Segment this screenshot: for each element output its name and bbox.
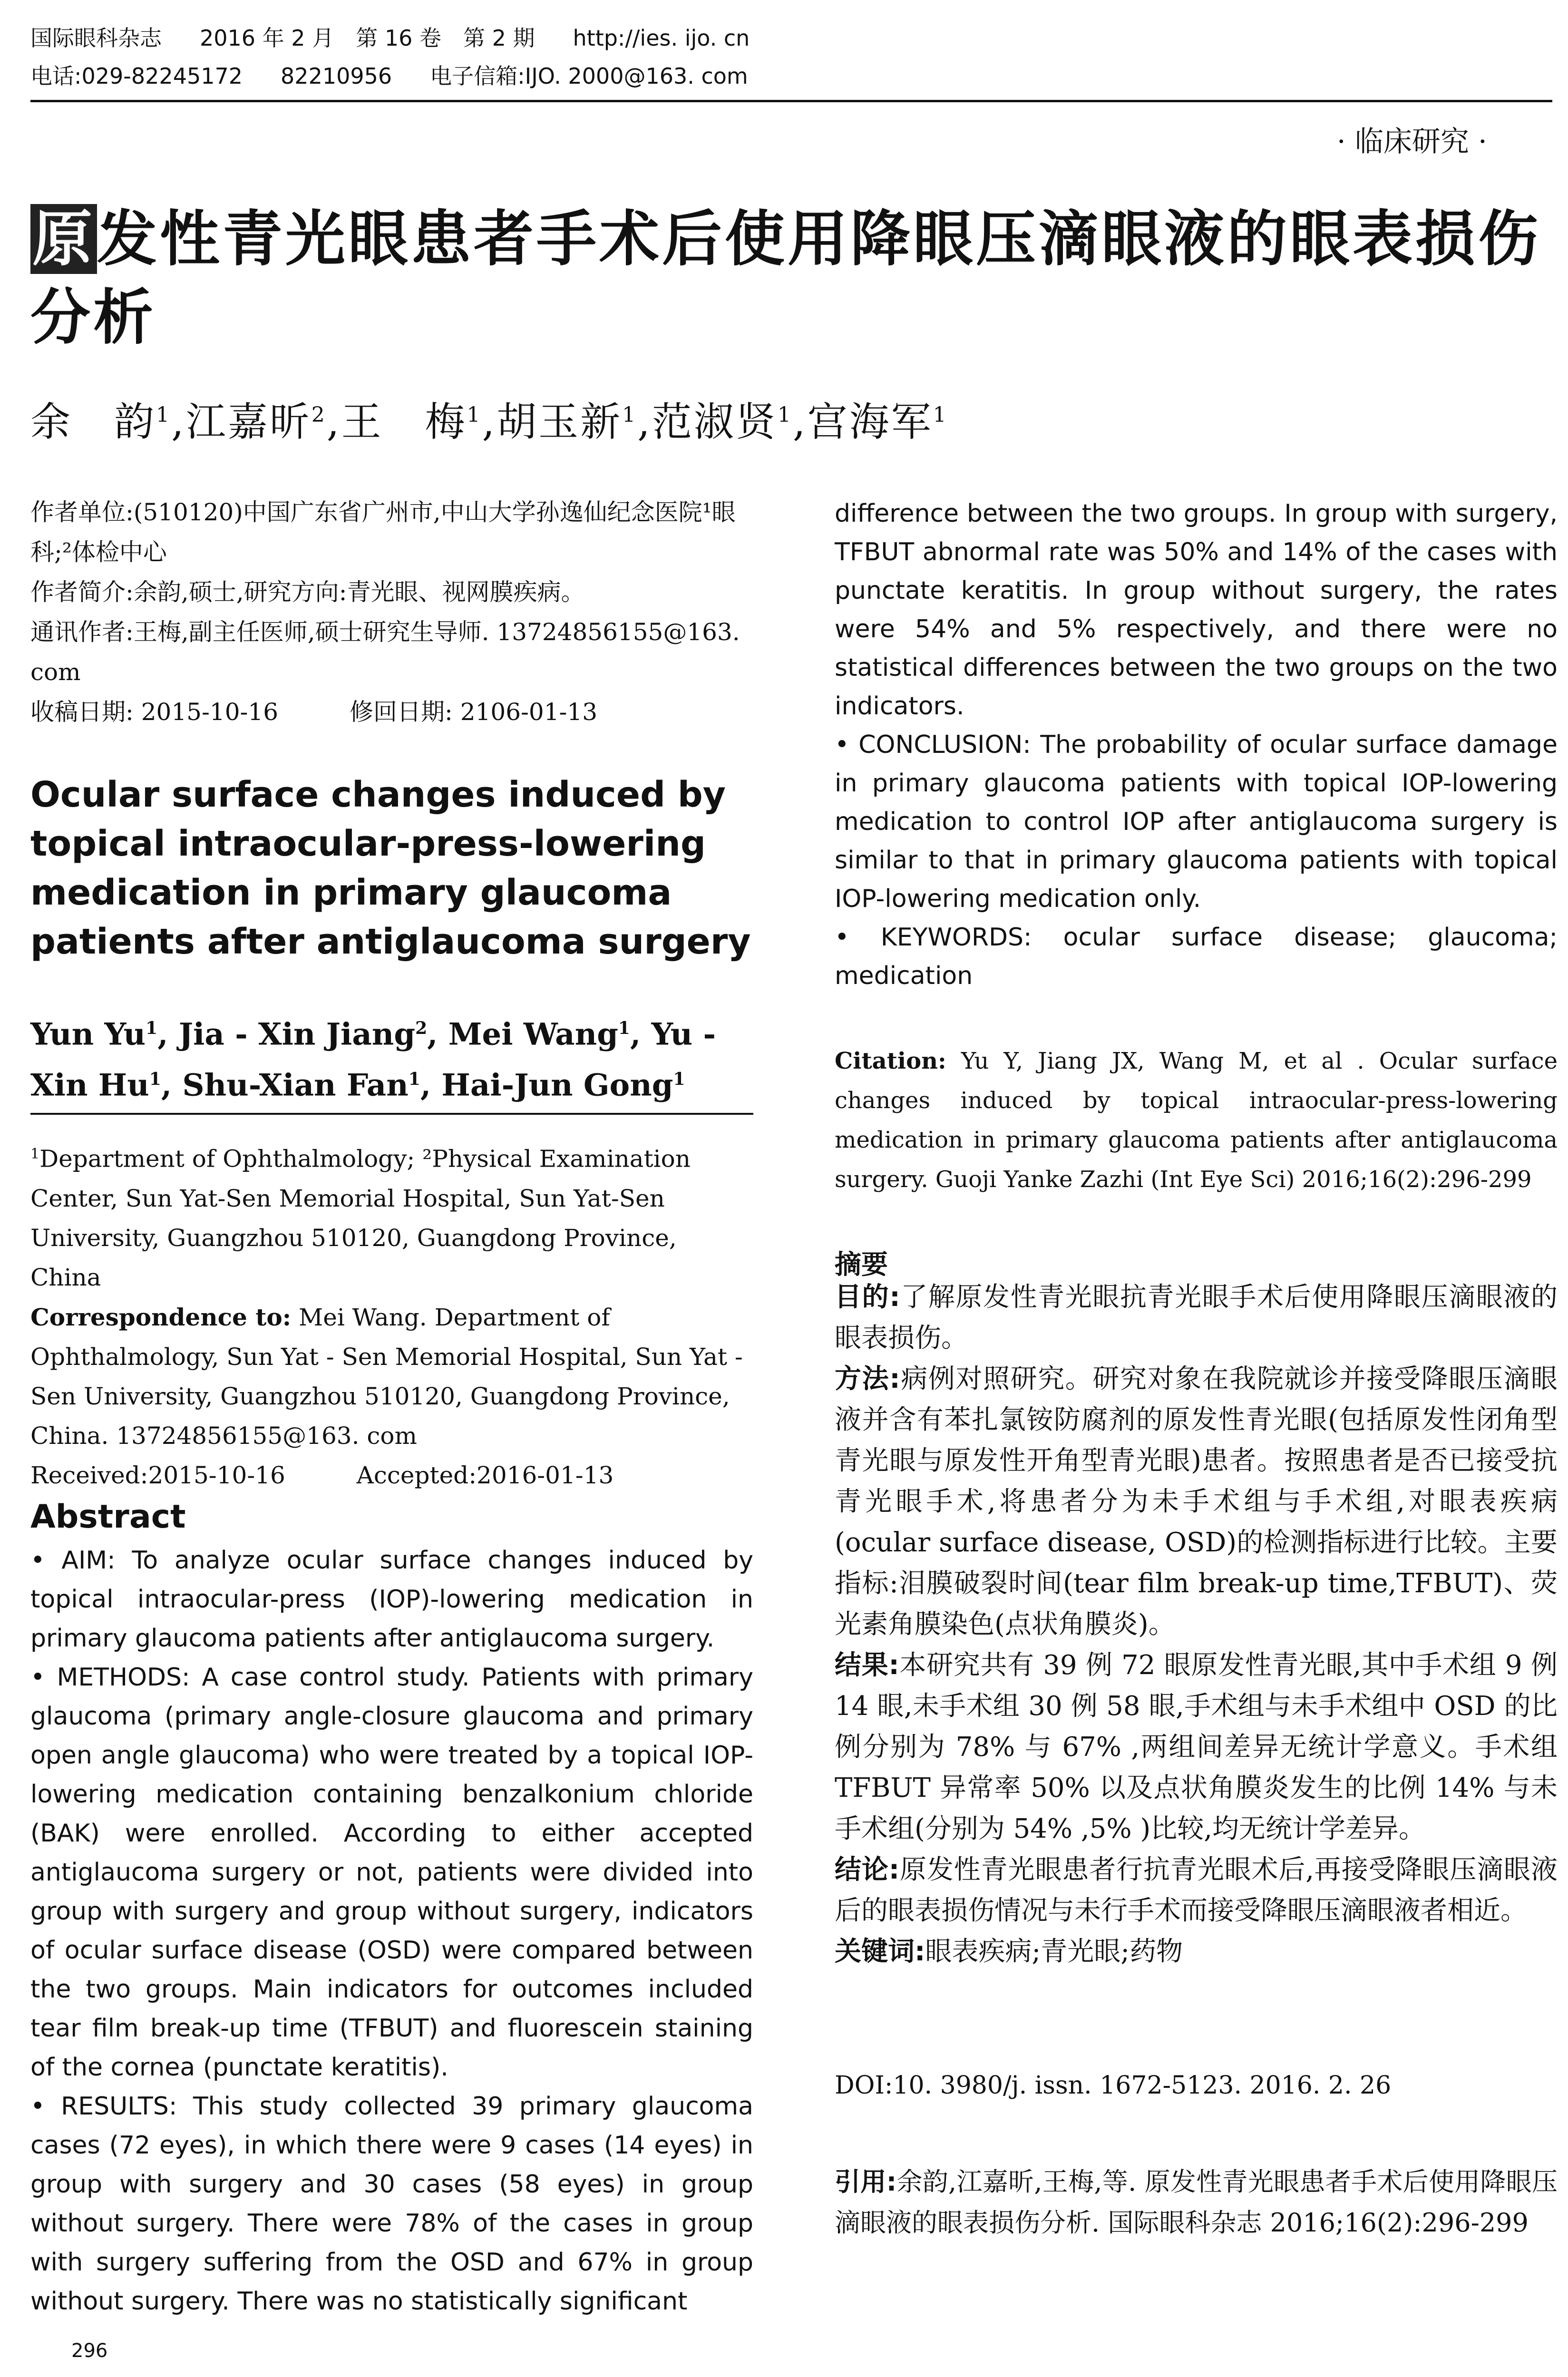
abstract-aim: • AIM: To analyze ocular surface changes induced by topical intraocular-press (IOP)-lowering medication in primary glaucoma patients after antiglaucoma surgery. [30,1546,753,1653]
author-sup: 1 [622,403,638,427]
cn-conclusion-label: 结论: [835,1854,900,1885]
title-rest: 发性青光眼患者手术后使用降眼压滴眼液的眼表损伤分析 [30,204,1541,352]
abstract-results-cont: difference between the two groups. In group with surgery, TFBUT abnormal rate was 50% and 14% of the cases with punctate keratitis. In group without surgery, the rates were 54% and 5% respectively, and there were no statistical differences between the two groups on the two indicators. [835,499,1558,721]
author-sup: 1 [467,403,482,427]
author-sup: 1 [146,1018,158,1038]
english-authors: Yun Yu$^1$, Jia - Xin Jiang$^2$, Mei Wang$^1$, Yu - Xin Hu$^1$, Shu-Xian Fan$^1$, Hai-Jun Gong$^1$ [30,1016,716,1103]
author-cn: 王 梅 [341,399,467,445]
author-cn: 范淑贤 [652,399,778,445]
citation-block [835,1042,1558,1199]
cn-aim: 了解原发性青光眼抗青光眼手术后使用降眼压滴眼液的眼表损伤。 [835,1282,1558,1354]
cn-conclusion: 原发性青光眼患者行抗青光眼术后,再接受降眼压滴眼液后的眼表损伤情况与未行手术而接受降眼压滴眼液者相近。 [835,1854,1558,1926]
author-sup: 1 [618,1018,630,1038]
author-sup: 1 [673,1069,685,1090]
abstract-heading: Abstract [30,1498,186,1536]
cn-methods-label: 方法: [835,1364,900,1394]
author-sup: 1 [149,1069,161,1090]
author-cn: 胡玉新 [497,399,623,445]
aff-sup: 1 [30,1146,40,1162]
journal-name: 国际眼科杂志 [30,25,162,51]
author-bio: 作者简介:余韵,硕士,研究方向:青光眼、视网膜疾病。 [30,578,585,606]
corresponding-author: 通讯作者:王梅,副主任医师,硕士研究生导师. 13724856155@163. com [30,618,740,686]
article-title [30,200,1552,357]
page-number: 296 [71,2340,108,2362]
author-cn: 宫海军 [807,399,933,445]
author-en: Hai-Jun Gong [441,1067,673,1103]
received-accepted: Received:2015-10-16 Accepted:2016-01-13 [30,1461,614,1489]
cn-citation-block [835,2162,1558,2243]
journal-phone2: 82210956 [281,63,392,89]
cn-citation-label: 引用: [835,2167,897,2197]
cn-aim-label: 目的: [835,1282,900,1313]
header-rule [30,100,1552,102]
citation-label: Citation: [835,1048,946,1074]
cn-keywords: 眼表疾病;青光眼;药物 [925,1936,1183,1967]
abstract-body [30,1541,753,2321]
author-en: Yu - Xin Hu [30,1016,716,1103]
journal-header-line2 [30,62,786,90]
cn-abstract-body [835,1277,1558,1972]
abstract-methods: • METHODS: A case control study. Patients with primary glaucoma (primary angle-closure glaucoma and primary open angle glaucoma) who were treated by a topical IOP-lowering medication containing benzalkonium chloride (BAK) were enrolled. According to either accepted antiglaucoma surgery or not, patients were divided into group with surgery and group without surgery, indicators of ocular surface disease (OSD) were compared between the two groups. Main indicators for outcomes included tear film break-up time (TFBUT) and fluorescein staining of the cornea (punctate keratitis). [30,1663,753,2082]
journal-issue: 2016 年 2 月 第 16 卷 第 2 期 [200,25,535,51]
abstract-conclusion: • CONCLUSION: The probability of ocular surface damage in primary glaucoma patients with topical IOP-lowering medication to control IOP after antiglaucoma surgery is similar to that in primary glaucoma patients with topical IOP-lowering medication only. [835,731,1558,913]
cn-results-label: 结果: [835,1650,899,1681]
english-title: Ocular surface changes induced by topical intraocular-press-lowering medication in primary glaucoma patients after antiglaucoma surgery [30,774,751,962]
received-dates: 收稿日期: 2015-10-16 修回日期: 2106-01-13 [30,698,598,726]
cn-results: 本研究共有 39 例 72 眼原发性青光眼,其中手术组 9 例 14 眼,未手术组 30 例 58 眼,手术组与未手术组中 OSD 的比例分别为 78% 与 67% ,两组间差异无统计学意义。手术组 TFBUT 异常率 50% 以及点状角膜炎发生的比例 14% 与未手术组(分别为 54% ,5% )比较,均无统计学差异。 [835,1650,1558,1844]
author-sup: 1 [777,403,793,427]
author-sup: 1 [933,403,948,427]
section-tag: · 临床研究 · [1336,125,1487,158]
cn-citation-text: 余韵,江嘉昕,王梅,等. 原发性青光眼患者手术后使用降眼压滴眼液的眼表损伤分析. 国际眼科杂志 2016;16(2):296-299 [835,2167,1558,2238]
author-sup: 1 [156,403,172,427]
journal-url[interactable]: http://ies. ijo. cn [573,25,750,51]
journal-phone: 电话:029-82245172 [30,63,243,89]
author-cn: 江嘉昕 [185,399,312,445]
abstract-continued [835,495,1558,995]
author-en: Yun Yu [30,1016,146,1052]
affiliation-rule [30,1113,753,1115]
author-sup: 2 [311,403,327,427]
abstract-keywords: • KEYWORDS: ocular surface disease; glaucoma; medication [835,923,1558,990]
title-first-char: 原 [30,204,97,274]
author-sup: 2 [415,1018,428,1038]
citation-text: Yu Y, Jiang JX, Wang M, et al . Ocular surface changes induced by topical intraocular-press-lowering medication in primary glaucoma patients after antiglaucoma surgery. Guoji Yanke Zazhi (Int Eye Sci) 2016;16(2):296-299 [835,1048,1558,1193]
author-unit: 作者单位:(510120)中国广东省广州市,中山大学孙逸仙纪念医院¹眼科;²体检中心 [30,498,736,566]
authors-cn: 余 韵$^1$,江嘉昕$^2$,王 梅$^1$,胡玉新$^1$,范淑贤$^1$,宫海军$^1$ [30,399,948,445]
abstract-results: • RESULTS: This study collected 39 primary glaucoma cases (72 eyes), in which there were 9 cases (14 eyes) in group with surgery and 30 cases (58 eyes) in group without surgery. There were 78% of the cases in group with surgery suffering from the OSD and 67% in group without surgery. There was no statistically significant [30,2092,753,2316]
author-meta [30,492,753,732]
correspondence-text: Mei Wang. Department of Ophthalmology, Sun Yat - Sen Memorial Hospital, Sun Yat - Sen University, Guangzhou 510120, Guangdong Province, China. 13724856155@163. com [30,1303,743,1450]
author-en: Jia - Xin Jiang [178,1016,416,1052]
author-en: Mei Wang [448,1016,618,1052]
author-cn: 余 韵 [30,399,156,445]
affiliation-block [30,1134,753,1495]
affiliation-dept: Department of Ophthalmology; ²Physical Examination Center, Sun Yat-Sen Memorial Hospital, Sun Yat-Sen University, Guangzhou 510120, Guangdong Province, China [30,1145,691,1291]
cn-abstract-heading: 摘要 [835,1249,888,1280]
cn-methods: 病例对照研究。研究对象在我院就诊并接受降眼压滴眼液并含有苯扎氯铵防腐剂的原发性青光眼(包括原发性闭角型青光眼与原发性开角型青光眼)患者。按照患者是否已接受抗青光眼手术,将患者分为未手术组与手术组,对眼表疾病(ocular surface disease, OSD)的检测指标进行比较。主要指标:泪膜破裂时间(tear film break-up time,TFBUT)、荧光素角膜染色(点状角膜炎)。 [835,1364,1558,1640]
author-en: Shu-Xian Fan [182,1067,409,1103]
author-sup: 1 [408,1069,420,1090]
journal-header-line1 [30,24,788,52]
doi[interactable]: DOI:10. 3980/j. issn. 1672-5123. 2016. 2. 26 [835,2071,1392,2100]
journal-email: 电子信箱:IJO. 2000@163. com [430,63,748,89]
correspondence-label: Correspondence to: [30,1303,292,1331]
cn-keywords-label: 关键词: [835,1936,925,1967]
